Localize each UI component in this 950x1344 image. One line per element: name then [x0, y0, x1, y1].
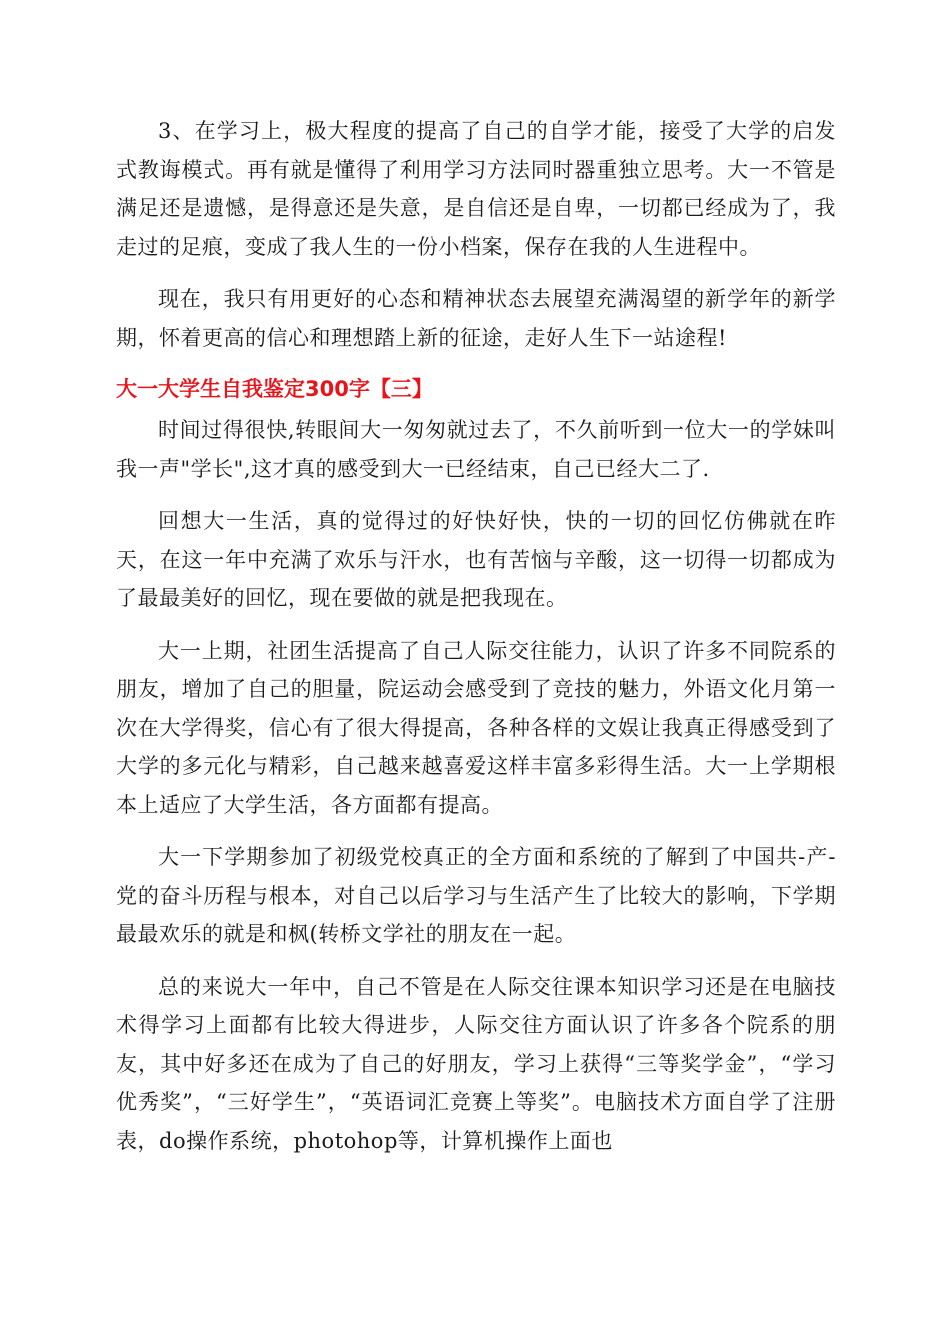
section-heading: 大一大学生自我鉴定300字【三】: [116, 377, 433, 401]
paragraph-time: 时间过得很快,转眼间大一匆匆就过去了，不久前听到一位大一的学妹叫我一声"学长",这才真的感受到大一已经结束，自己已经大二了.: [116, 418, 836, 481]
paragraph-study: 3、在学习上，极大程度的提高了自己的自学才能，接受了大学的启发式教诲模式。再有就是懂得了利用学习方法同时器重独立思考。大一不管是满足还是遗憾，是得意还是失意，是自信还是自卑，一切都已经成为了，我走过的足痕，变成了我人生的一份小档案，保存在我的人生进程中。: [116, 119, 836, 259]
paragraph-second-term: 大一下学期参加了初级党校真正的全方面和系统的了解到了中国共-产-党的奋斗历程与根本，对自己以后学习与生活产生了比较大的影响，下学期最最欢乐的就是和枫(转桥文学社的朋友在一起。: [116, 845, 836, 946]
document-body: [116, 112, 836, 1174]
paragraph-summary: 总的来说大一年中，自己不管是在人际交往课本知识学习还是在电脑技术得学习上面都有比较大得进步，人际交往方面认识了许多各个院系的朋友，其中好多还在成为了自己的好朋友，学习上获得“三等奖学金”，“学习优秀奖”，“三好学生”，“英语词汇竞赛上等奖”。电脑技术方面自学了注册表，do操作系统，photohop等，计算机操作上面也: [116, 974, 836, 1153]
paragraph-outlook: 现在，我只有用更好的心态和精神状态去展望充满渴望的新学年的新学期，怀着更高的信心和理想踏上新的征途，走好人生下一站途程!: [116, 287, 836, 350]
paragraph-recall: 回想大一生活，真的觉得过的好快好快，快的一切的回忆仿佛就在昨天，在这一年中充满了欢乐与汗水，也有苦恼与辛酸，这一切得一切都成为了最最美好的回忆，现在要做的就是把我现在。: [116, 509, 836, 610]
paragraph-first-term: 大一上期，社团生活提高了自己人际交往能力，认识了许多不同院系的朋友，增加了自己的胆量，院运动会感受到了竞技的魅力，外语文化月第一次在大学得奖，信心有了很大得提高，各种各样的文娱让我真正得感受到了大学的多元化与精彩，自己越来越喜爱这样丰富多彩得生活。大一上学期根本上适应了大学生活，各方面都有提高。: [116, 638, 836, 817]
